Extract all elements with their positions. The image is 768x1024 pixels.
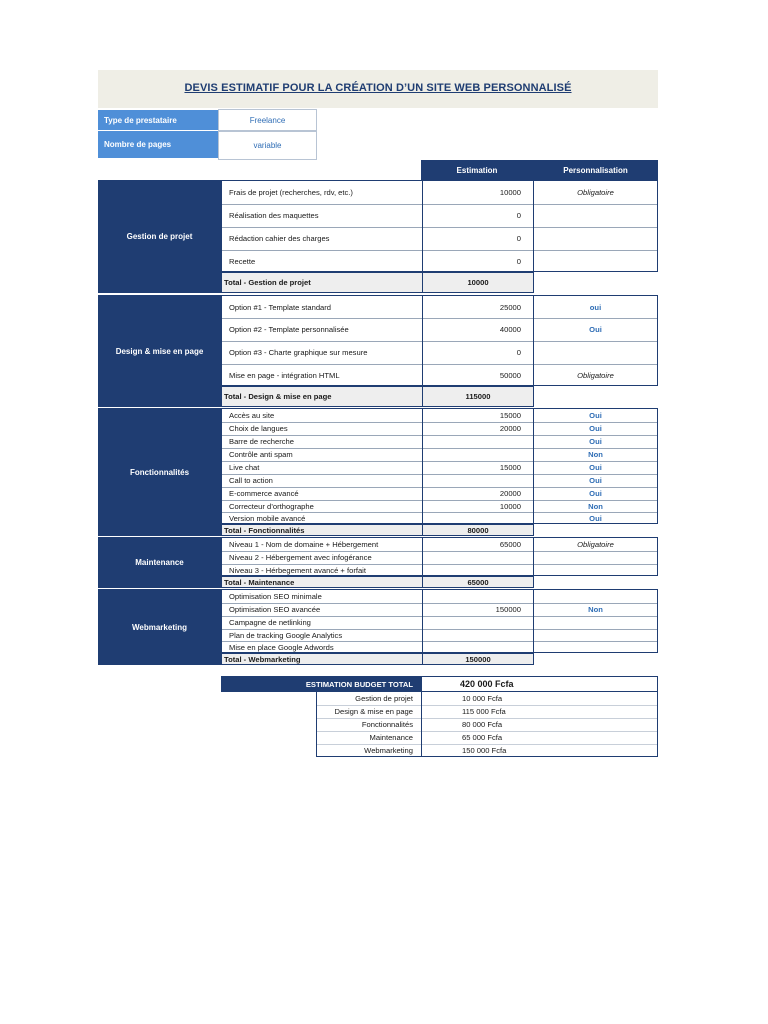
table-row: [222, 341, 657, 365]
item-label: Niveau 1 - Nom de domaine + Hébergement: [222, 538, 423, 551]
total-value: 150000: [422, 653, 534, 665]
section-label-webmarketing: Webmarketing: [98, 589, 221, 665]
item-label: Mise en page - intégration HTML: [222, 364, 423, 386]
table-row: [222, 641, 657, 653]
item-label: Contrôle anti spam: [222, 448, 423, 461]
summary-row: [317, 705, 657, 719]
item-label: Recette: [222, 250, 423, 272]
item-label: Mise en place Google Adwords: [222, 641, 423, 653]
total-label: Total - Webmarketing: [221, 653, 422, 665]
total-value: 65000: [422, 576, 534, 588]
item-label: Call to action: [222, 474, 423, 487]
title-bar: [98, 70, 658, 108]
item-estimation[interactable]: 40000: [423, 318, 534, 341]
item-label: Niveau 2 - Hébergement avec infogérance: [222, 551, 423, 564]
section-label-maintenance: Maintenance: [98, 537, 221, 588]
table-row: [222, 364, 657, 386]
total-fonction: [221, 524, 534, 536]
section-maintenance: [221, 537, 658, 576]
item-personnalisation[interactable]: Oui: [589, 513, 602, 523]
section-fonction: [221, 408, 658, 524]
summary-row: [317, 692, 657, 706]
header-estimation: Estimation: [421, 160, 533, 180]
item-estimation[interactable]: [423, 590, 534, 603]
summary-row-value: 10 000 Fcfa: [462, 694, 503, 703]
item-personnalisation[interactable]: Oui: [589, 489, 602, 498]
item-estimation[interactable]: 10000: [423, 500, 534, 512]
total-value: 115000: [422, 386, 534, 407]
table-row: [222, 204, 657, 228]
summary-row-value: 115 000 Fcfa: [462, 707, 506, 716]
section-label-design: Design & mise en page: [98, 295, 221, 407]
table-row: [222, 474, 657, 488]
item-label: E-commerce avancé: [222, 487, 423, 500]
section-design: [221, 295, 658, 386]
table-row: [222, 461, 657, 475]
item-personnalisation[interactable]: [534, 250, 657, 272]
item-personnalisation[interactable]: [534, 641, 657, 653]
item-label: Barre de recherche: [222, 435, 423, 448]
item-estimation[interactable]: 20000: [423, 487, 534, 500]
total-label: Total - Design & mise en page: [221, 386, 422, 407]
total-value: 80000: [422, 524, 534, 536]
item-estimation[interactable]: 10000: [423, 181, 534, 204]
pages-value[interactable]: variable: [218, 131, 317, 160]
item-estimation[interactable]: 15000: [423, 461, 534, 474]
item-personnalisation[interactable]: Non: [588, 450, 603, 459]
table-row: [222, 487, 657, 501]
item-estimation[interactable]: [423, 512, 534, 524]
item-personnalisation[interactable]: [534, 590, 657, 603]
item-label: Frais de projet (recherches, rdv, etc.): [222, 181, 423, 204]
table-row: [222, 564, 657, 576]
item-label: Optimisation SEO avancée: [222, 603, 423, 616]
summary-row: [317, 744, 657, 756]
type-label: Type de prestataire: [98, 110, 218, 130]
type-value[interactable]: Freelance: [218, 109, 317, 131]
item-personnalisation[interactable]: [534, 629, 657, 641]
item-estimation[interactable]: [423, 629, 534, 641]
item-estimation[interactable]: [423, 551, 534, 564]
item-label: Optimisation SEO minimale: [222, 590, 423, 603]
item-personnalisation[interactable]: Oui: [589, 437, 602, 446]
item-estimation[interactable]: [423, 474, 534, 487]
item-estimation[interactable]: 25000: [423, 296, 534, 318]
item-label: Live chat: [222, 461, 423, 474]
total-design: [221, 386, 534, 407]
item-estimation[interactable]: 0: [423, 227, 534, 250]
item-estimation[interactable]: [423, 641, 534, 653]
table-row: [222, 181, 657, 205]
table-row: [222, 512, 657, 524]
total-value: 10000: [422, 272, 534, 293]
section-label-fonction: Fonctionnalités: [98, 408, 221, 536]
table-row: [222, 448, 657, 462]
item-label: Campagne de netlinking: [222, 616, 423, 629]
total-label: Total - Fonctionnalités: [221, 524, 422, 536]
summary-label: ESTIMATION BUDGET TOTAL: [221, 676, 421, 692]
item-personnalisation[interactable]: Oui: [589, 411, 602, 420]
item-estimation[interactable]: 20000: [423, 422, 534, 435]
item-personnalisation[interactable]: Non: [588, 501, 603, 511]
section-gestion: [221, 180, 658, 272]
section-webmarketing: [221, 589, 658, 653]
pages-label: Nombre de pages: [98, 131, 218, 158]
item-personnalisation[interactable]: oui: [589, 302, 602, 312]
item-estimation[interactable]: 50000: [423, 364, 534, 386]
summary-total: 420 000 Fcfa: [421, 676, 658, 692]
item-personnalisation[interactable]: [534, 227, 657, 250]
item-personnalisation[interactable]: [534, 341, 657, 364]
table-row: [222, 227, 657, 251]
table-row: [222, 603, 657, 617]
summary-row-label: Fonctionnalités: [317, 718, 422, 731]
item-personnalisation[interactable]: Oui: [589, 424, 602, 433]
total-label: Total - Maintenance: [221, 576, 422, 588]
item-label: Version mobile avancé: [222, 512, 423, 524]
item-label: Rédaction cahier des charges: [222, 227, 423, 250]
item-estimation[interactable]: 0: [423, 204, 534, 227]
item-estimation[interactable]: 15000: [423, 409, 534, 422]
summary-row: [317, 718, 657, 732]
item-personnalisation[interactable]: Oui: [589, 325, 602, 334]
item-personnalisation[interactable]: Obligatoire: [577, 540, 614, 549]
item-personnalisation[interactable]: [534, 204, 657, 227]
summary-row: [317, 731, 657, 745]
table-row: [222, 422, 657, 436]
item-estimation[interactable]: [423, 564, 534, 576]
item-personnalisation[interactable]: Non: [588, 605, 603, 614]
item-personnalisation[interactable]: [534, 551, 657, 564]
item-personnalisation[interactable]: [534, 564, 657, 576]
item-estimation[interactable]: [423, 616, 534, 629]
total-label: Total - Gestion de projet: [221, 272, 422, 293]
table-row: [222, 590, 657, 604]
table-row: [222, 435, 657, 449]
item-estimation[interactable]: [423, 435, 534, 448]
table-row: [222, 409, 657, 423]
summary-row-value: 65 000 Fcfa: [462, 733, 503, 742]
item-label: Réalisation des maquettes: [222, 204, 423, 227]
table-row: [222, 551, 657, 565]
item-label: Option #1 - Template standard: [222, 296, 423, 318]
item-estimation[interactable]: 0: [423, 341, 534, 364]
item-label: Option #3 - Charte graphique sur mesure: [222, 341, 423, 364]
item-estimation[interactable]: [423, 448, 534, 461]
item-label: Plan de tracking Google Analytics: [222, 629, 423, 641]
summary-table: [316, 692, 658, 757]
page-title: DEVIS ESTIMATIF POUR LA CRÉATION D’UN SITE WEB PERSONNALISÉ: [184, 82, 572, 94]
item-label: Correcteur d’orthographe: [222, 500, 423, 512]
item-estimation[interactable]: 65000: [423, 538, 534, 551]
item-personnalisation[interactable]: Oui: [589, 463, 602, 472]
table-row: [222, 296, 657, 319]
item-label: Option #2 - Template personnalisée: [222, 318, 423, 341]
table-row: [222, 616, 657, 630]
summary-row-label: Design & mise en page: [317, 705, 422, 718]
table-row: [222, 318, 657, 342]
header-personnalisation: Personnalisation: [533, 160, 658, 180]
summary-row-value: 80 000 Fcfa: [462, 720, 503, 729]
table-row: [222, 250, 657, 272]
total-gestion: [221, 272, 534, 293]
item-personnalisation[interactable]: Obligatoire: [577, 370, 614, 380]
item-personnalisation[interactable]: Oui: [589, 476, 602, 485]
total-webmarketing: [221, 653, 534, 665]
table-row: [222, 538, 657, 552]
summary-row-label: Webmarketing: [317, 744, 422, 756]
item-estimation[interactable]: 150000: [423, 603, 534, 616]
item-label: Accès au site: [222, 409, 423, 422]
item-label: Niveau 3 - Hérbegement avancé + forfait: [222, 564, 423, 576]
summary-row-label: Maintenance: [317, 731, 422, 744]
item-label: Choix de langues: [222, 422, 423, 435]
summary-row-value: 150 000 Fcfa: [462, 745, 507, 755]
item-personnalisation[interactable]: [534, 616, 657, 629]
item-estimation[interactable]: 0: [423, 250, 534, 272]
item-personnalisation[interactable]: Obligatoire: [577, 188, 614, 197]
summary-row-label: Gestion de projet: [317, 692, 422, 705]
section-label-gestion: Gestion de projet: [98, 180, 221, 293]
total-maintenance: [221, 576, 534, 588]
